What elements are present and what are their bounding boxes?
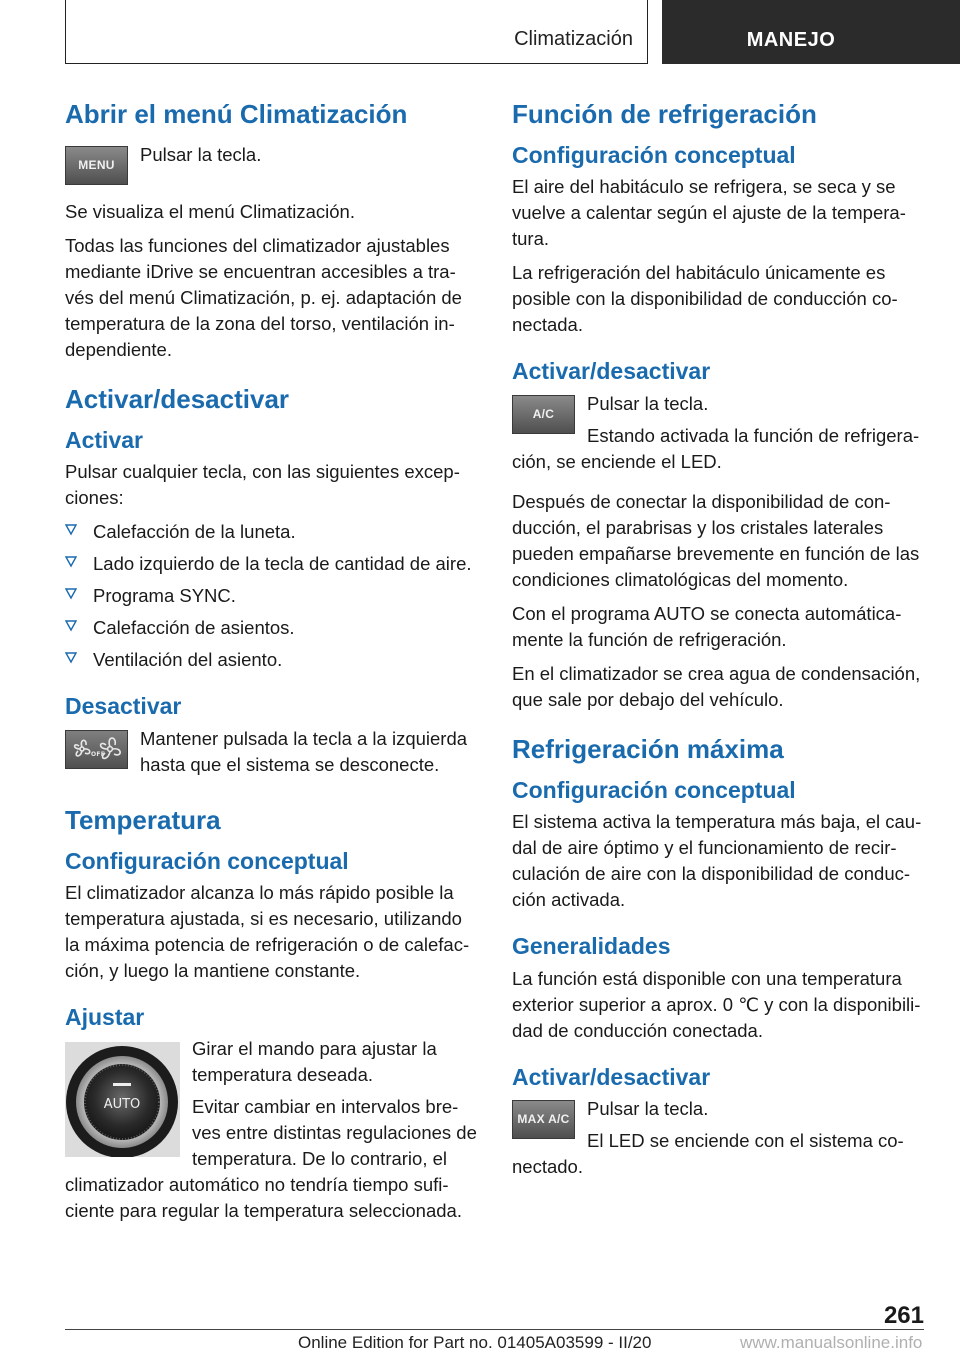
right-column — [512, 100, 928, 1194]
heading-desactivar: Desactivar — [65, 693, 182, 720]
ac-led-text: Estando activada la función de refrigera‐ción, se enciende el LED. — [512, 424, 920, 472]
heading-ajustar: Ajustar — [65, 1003, 145, 1030]
triangle-bullet-icon — [65, 522, 77, 536]
header-section-title: Climatización — [514, 28, 633, 50]
heading-config-refrigeracion: Configuración conceptual — [512, 141, 796, 168]
paragraph-sistema: El sistema activa la temperatura más baja, el cau‐dal de aire óptimo y el funcionamiento de recir‐culación de aire con la disponibilidad de conduc‐ción activada. — [512, 811, 922, 911]
triangle-bullet-icon — [65, 618, 77, 632]
list-item-text: Ventilación del asiento. — [93, 649, 283, 671]
heading-activar-desactivar-max: Activar/desactivar — [512, 1063, 711, 1090]
left-column — [65, 100, 481, 1238]
paragraph-aire: El aire del habitáculo se refrigera, se seca y se vuelve a calentar según el ajuste de la tempera‐tura. — [512, 176, 906, 250]
heading-config-maxima: Configuración conceptual — [512, 776, 796, 803]
list-item — [65, 519, 481, 545]
paragraph-girar: Girar el mando para ajustar la temperatura deseada. — [192, 1038, 437, 1086]
heading-temperatura: Temperatura — [65, 804, 221, 835]
footer-divider — [65, 1329, 924, 1330]
paragraph-refrig: La refrigeración del habitáculo únicamente es posible con la disponibilidad de conducción co‐nectada. — [512, 262, 898, 336]
maxac-press-text: Pulsar la tecla. — [587, 1097, 709, 1119]
maxac-led-text: El LED se enciende con el sistema co‐nectado. — [512, 1129, 904, 1177]
heading-refrigeracion-maxima: Refrigeración máxima — [512, 733, 784, 764]
paragraph-activar: Pulsar cualquier tecla, con las siguientes excep‐ciones: — [65, 461, 460, 509]
list-item — [65, 551, 481, 577]
ac-press-text: Pulsar la tecla. — [587, 392, 709, 414]
menu-press-text: Pulsar la tecla. — [140, 143, 262, 165]
knob-auto-label: AUTO — [103, 1097, 141, 1113]
fan-icon — [67, 731, 127, 767]
triangle-bullet-icon — [65, 554, 77, 568]
fan-key-row — [65, 726, 481, 784]
triangle-bullet-icon — [65, 586, 77, 600]
heading-activar: Activar — [65, 426, 143, 453]
list-item — [65, 615, 481, 641]
paragraph-evitar: Evitar cambiar en intervalos bre‐ves entre distintas regulaciones de temperatura. De lo contrario, el climatizador automático no tendría tiempo sufi‐ciente para regular la temperatura seleccionada. — [65, 1096, 477, 1222]
paragraph-todas: Todas las funciones del climatizador ajustables mediante iDrive se encuentran accesibles a tra‐vés del menú Climatización, p. ej. adaptación de temperatura de la zona del torso, ventilación in‐dependiente. — [65, 234, 462, 360]
header-chapter-tab — [662, 0, 960, 64]
temperature-knob-icon — [65, 1042, 180, 1157]
footer-watermark: www.manualsonline.info — [740, 1333, 923, 1352]
paragraph-auto: Con el programa AUTO se conecta automática‐mente la función de refrigeración. — [512, 602, 902, 650]
heading-activar-desactivar-ac: Activar/desactivar — [512, 358, 711, 385]
ac-key-label: A/C — [532, 407, 555, 422]
paragraph-config-temperatura: El climatizador alcanza lo más rápido posible la temperatura ajustada, si es necesario, utilizando la máxima potencia de refrigeración o de calefac‐ción, y luego la mantiene constante. — [65, 881, 470, 981]
list-item — [65, 647, 481, 673]
list-item-text: Lado izquierdo de la tecla de cantidad de aire. — [93, 553, 472, 575]
menu-key-label: MENU — [78, 158, 115, 173]
ac-key-icon — [512, 395, 575, 434]
max-ac-key-icon — [512, 1100, 575, 1139]
list-item-text: Calefacción de la luneta. — [93, 521, 296, 543]
list-item-text: Programa SYNC. — [93, 585, 236, 607]
fan-key-off-label: OFF — [90, 751, 105, 759]
paragraph-visualiza: Se visualiza el menú Climatización. — [65, 200, 355, 222]
page-number: 261 — [883, 1302, 924, 1329]
maxac-key-row — [512, 1096, 928, 1186]
list-item-text: Calefacción de asientos. — [93, 617, 295, 639]
paragraph-condensacion: En el climatizador se crea agua de condensación, que sale por debajo del vehículo. — [512, 662, 921, 710]
paragraph-generalidades: La función está disponible con una temperatura exterior superior a aprox. 0 ℃ y con la disponibili‐dad de conducción conectada. — [512, 967, 921, 1041]
list-item — [65, 583, 481, 609]
ac-key-row — [512, 391, 928, 481]
heading-open-menu: Abrir el menú Climatización — [65, 99, 408, 129]
temperature-knob-image — [65, 1042, 180, 1157]
max-ac-key-label: MAX A/C — [517, 1112, 570, 1127]
menu-key-row — [65, 142, 481, 191]
fan-off-key-icon — [65, 730, 128, 769]
heading-refrigeracion: Función de refrigeración — [512, 99, 817, 129]
exceptions-list — [65, 519, 481, 673]
heading-activar-desactivar: Activar/desactivar — [65, 383, 290, 414]
paragraph-desactivar: Mantener pulsada la tecla a la izquierda hasta que el sistema se desconecte. — [140, 727, 468, 775]
header-section-box — [65, 0, 648, 64]
header-chapter-title: MANEJO — [746, 29, 836, 51]
triangle-bullet-icon — [65, 650, 77, 664]
knob-row — [65, 1036, 481, 1230]
heading-config-temperatura: Configuración conceptual — [65, 847, 349, 874]
menu-key-icon — [65, 146, 128, 185]
footer-edition: Online Edition for Part no. 01405A03599 - II/20 — [298, 1333, 652, 1352]
paragraph-despues: Después de conectar la disponibilidad de con‐ducción, el parabrisas y los cristales laterales pueden empañarse brevemente en función de las condiciones climatológicas del momento. — [512, 490, 920, 590]
heading-generalidades: Generalidades — [512, 933, 671, 960]
